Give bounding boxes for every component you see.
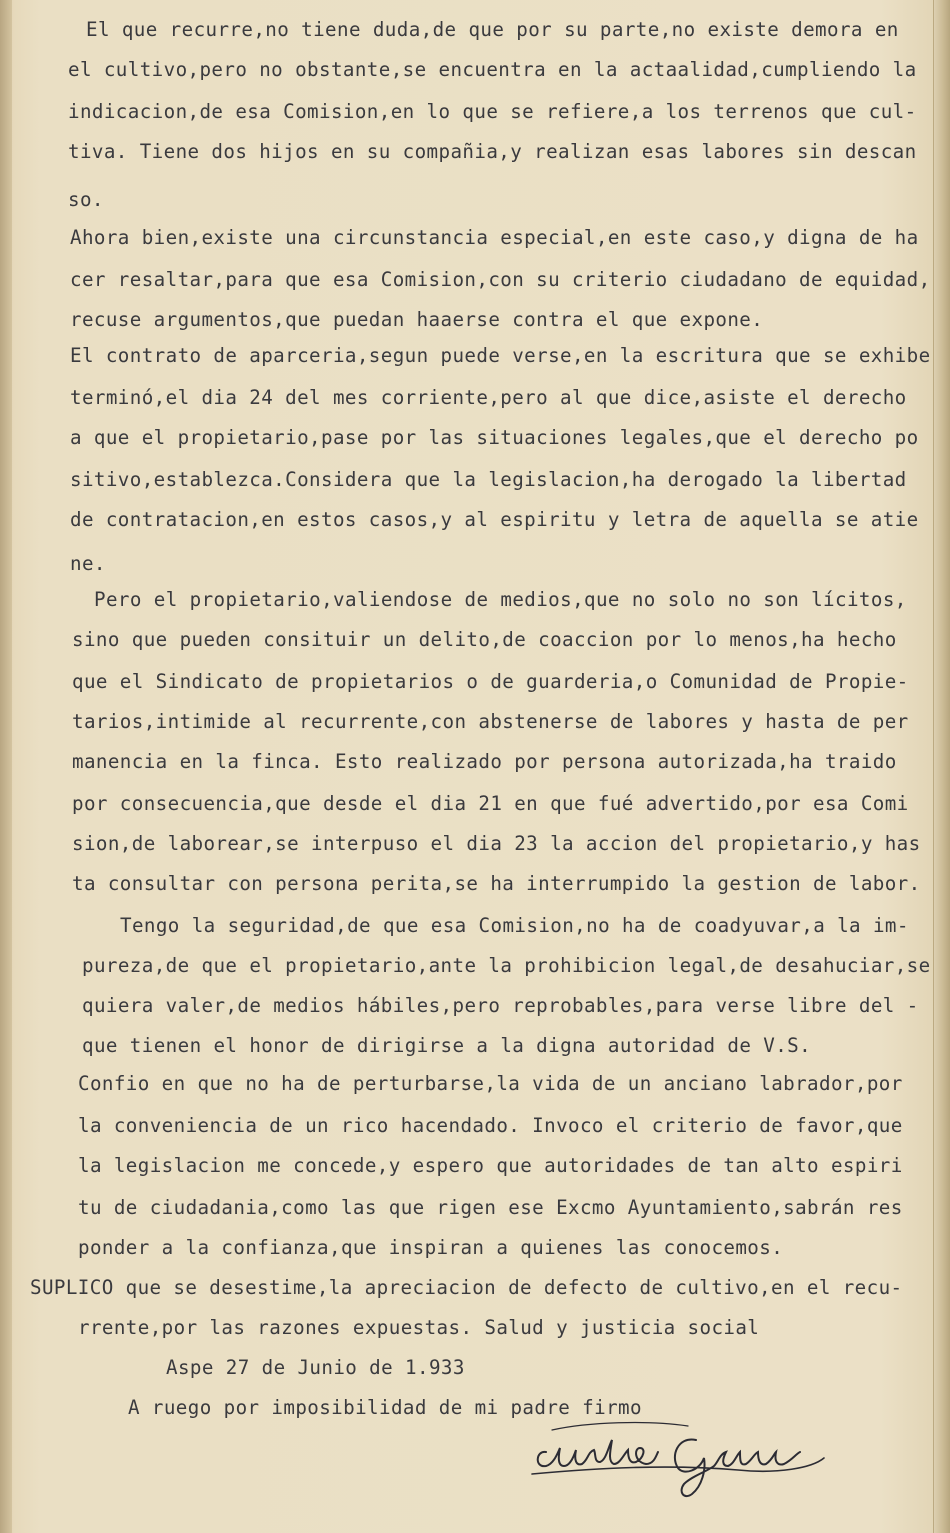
page-edge — [933, 0, 950, 1533]
text-line: rrente,por las razones expuestas. Salud y justicia social — [78, 1316, 760, 1339]
text-line: ponder a la confianza,que inspiran a quienes las conocemos. — [78, 1236, 784, 1259]
text-line: Pero el propietario,valiendose de medios,que no solo no son lícitos, — [94, 588, 907, 611]
text-line: manencia en la finca. Esto realizado por persona autorizada,ha traido — [72, 750, 897, 773]
binding-spine — [0, 0, 12, 1533]
text-line: recuse argumentos,que puedan haaerse contra el que expone. — [70, 308, 764, 331]
text-line: ta consultar con persona perita,se ha interrumpido la gestion de labor. — [72, 872, 921, 895]
text-line: so. — [68, 188, 104, 211]
text-line: por consecuencia,que desde el dia 21 en que fué advertido,por esa Comi — [72, 792, 909, 815]
text-line: a que el propietario,pase por las situaciones legales,que el derecho po — [70, 426, 919, 449]
text-line: el cultivo,pero no obstante,se encuentra en la actaalidad,cumpliendo la — [68, 58, 917, 81]
handwritten-signature — [528, 1410, 828, 1505]
text-line: Ahora bien,existe una circunstancia especial,en este caso,y digna de ha — [70, 226, 919, 249]
text-line: pureza,de que el propietario,ante la prohibicion legal,de desahuciar,se — [82, 954, 931, 977]
text-line: que el Sindicato de propietarios o de guarderia,o Comunidad de Propie- — [72, 670, 909, 693]
text-line: El contrato de aparceria,segun puede verse,en la escritura que se exhibe — [70, 344, 931, 367]
text-line: Tengo la seguridad,de que esa Comision,no ha de coadyuvar,a la im- — [120, 914, 909, 937]
text-line: la legislacion me concede,y espero que autoridades de tan alto espiri — [78, 1154, 903, 1177]
text-line: que tienen el honor de dirigirse a la digna autoridad de V.S. — [82, 1034, 812, 1057]
text-line: ne. — [70, 552, 106, 575]
text-line: tu de ciudadania,como las que rigen ese Excmo Ayuntamiento,sabrán res — [78, 1196, 903, 1219]
text-line: de contratacion,en estos casos,y al espiritu y letra de aquella se atie — [70, 508, 919, 531]
text-line: El que recurre,no tiene duda,de que por su parte,no existe demora en — [86, 18, 899, 41]
text-line: indicacion,de esa Comision,en lo que se refiere,a los terrenos que cul- — [68, 100, 917, 123]
text-line: Confio en que no ha de perturbarse,la vida de un anciano labrador,por — [78, 1072, 903, 1095]
signature-note: A ruego por imposibilidad de mi padre firmo — [128, 1396, 642, 1419]
text-line: quiera valer,de medios hábiles,pero reprobables,para verse libre del - — [82, 994, 919, 1017]
text-line: SUPLICO que se desestime,la apreciacion de defecto de cultivo,en el recu- — [30, 1276, 903, 1299]
text-line: sion,de laborear,se interpuso el dia 23 la accion del propietario,y has — [72, 832, 921, 855]
text-line: tiva. Tiene dos hijos en su compañia,y realizan esas labores sin descan — [68, 140, 917, 163]
text-line: la conveniencia de un rico hacendado. Invoco el criterio de favor,que — [78, 1114, 903, 1137]
text-line: sino que pueden consituir un delito,de coaccion por lo menos,ha hecho — [72, 628, 897, 651]
date-line: Aspe 27 de Junio de 1.933 — [166, 1356, 465, 1379]
text-line: cer resaltar,para que esa Comision,con su criterio ciudadano de equidad, — [70, 268, 931, 291]
text-line: tarios,intimide al recurrente,con abstenerse de labores y hasta de per — [72, 710, 909, 733]
text-line: terminó,el dia 24 del mes corriente,pero al que dice,asiste el derecho — [70, 386, 907, 409]
text-line: sitivo,establezca.Considera que la legislacion,ha derogado la libertad — [70, 468, 907, 491]
